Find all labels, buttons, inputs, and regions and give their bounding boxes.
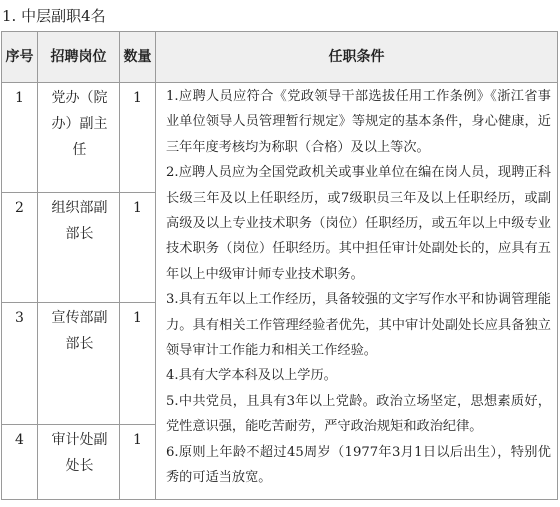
row-index: 3 [2,303,38,425]
row-position: 宣传部副部长 [38,303,120,425]
row-count: 1 [120,303,156,425]
requirement-item: 5.中共党员，且具有3年以上党龄。政治立场坚定，思想素质好，党性意识强，能吃苦耐劳，严守政治规矩和政治纪律。 [166,393,551,435]
header-index: 序号 [2,32,38,83]
row-count: 1 [120,425,156,500]
row-position: 党办（院办）副主任 [38,83,120,193]
row-position: 审计处副处长 [38,425,120,500]
row-index: 4 [2,425,38,500]
recruitment-table [1,31,558,500]
header-position: 招聘岗位 [38,32,120,83]
table-header-row [2,32,558,83]
header-count: 数量 [120,32,156,83]
requirement-item: 1.应聘人员应符合《党政领导干部选拔任用工作条例》《浙江省事业单位领导人员管理暂行规定》等规定的基本条件，身心健康，近三年年度考核均为称职（合格）及以上等次。 [166,89,551,155]
header-requirements: 任职条件 [156,32,558,83]
requirement-item: 4.具有大学本科及以上学历。 [166,368,337,384]
row-index: 1 [2,83,38,193]
row-count: 1 [120,83,156,193]
requirements-cell [156,83,558,500]
section-title: 1. 中层副职4名 [2,7,106,25]
row-position: 组织部副部长 [38,193,120,303]
row-index: 2 [2,193,38,303]
requirement-item: 2.应聘人员应为全国党政机关或事业单位在编在岗人员，现聘正科长级三年及以上任职经历，或7级职员三年及以上任职经历，或副高级及以上专业技术职务（岗位）任职经历，或五年以上中级专业技术职务（岗位）任职经历。其中担任审计处副处长的，应具有五年以上中级审计师专业技术职务。 [166,165,551,282]
table-row [2,83,558,193]
requirement-item: 3.具有五年以上工作经历，具备较强的文字写作水平和协调管理能力。具有相关工作管理经验者优先，其中审计处副处长应具备独立领导审计工作能力和相关工作经验。 [166,292,551,359]
requirement-item: 6.原则上年龄不超过45周岁（1977年3月1日以后出生），特别优秀的可适当放宽。 [166,444,551,486]
row-count: 1 [120,193,156,303]
